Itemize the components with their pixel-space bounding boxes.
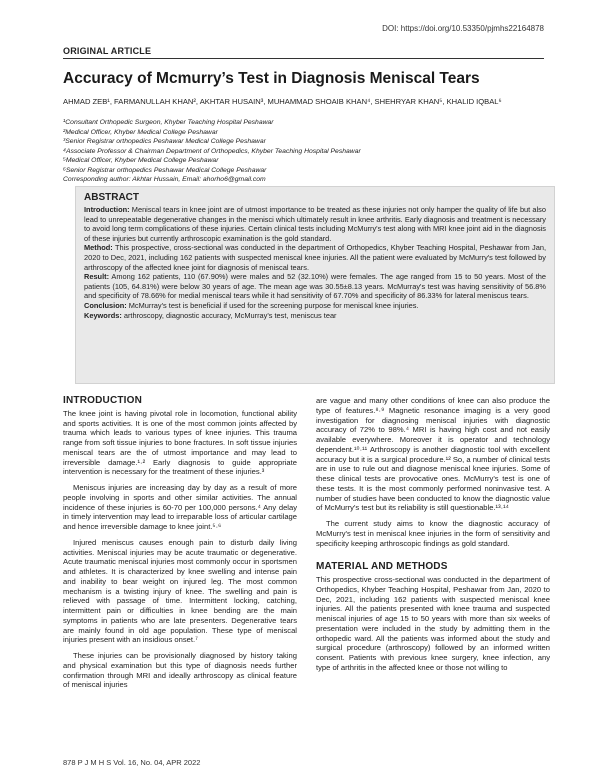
methods-paragraph-1: This prospective cross-sectional was conducted in the department of Orthopedics, Khyber Teaching Hospital, Peshawar from Jan, 2020 to Dec, 2021, including 162 patients with suspected meniscal knee injuries. All the patients presented with knee trauma and suspected meniscal injuries of age 15 to 50 years with more than six weeks of presentation were included in the study by admitting them in the orthopedic ward. All the patients was informed about the study and surgical procedure (arthroscopy) followed by an informed written consent. Patients with previous knee surgery, knee infection, any type of arthritis in the affected knee or those not willing to <box>316 575 550 672</box>
abstract-method-text: This prospective, cross-sectional was conducted in the department of Orthopedics, Khyber Teaching Hospital, Peshawar from Jan, 2020 to Dec, 2021, including 162 patients with suspected meniscal knee injuries. All the patient were evaluated by McMurry's test followed by arthroscopy of the affected knee joint for diagnosis of meniscal tears. <box>84 243 546 272</box>
page-footer: 878 P J M H S Vol. 16, No. 04, APR 2022 <box>63 758 201 767</box>
affiliation-1: ¹Consultant Orthopedic Surgeon, Khyber Teaching Hospital Peshawar <box>63 119 274 126</box>
abstract-result <box>84 272 546 301</box>
intro-paragraph-6: The current study aims to know the diagnostic accuracy of McMurry's test in meniscal knee injuries in the form of sensitivity and specificity keeping arthroscopic findings as gold standard. <box>316 519 550 548</box>
left-column <box>63 396 297 696</box>
affiliation-4: ⁴Associate Professor & Chairman Department of Orthopedics, Khyber Teaching Hospital Peshawar <box>63 147 361 155</box>
methods-heading: MATERIAL AND METHODS <box>316 561 448 573</box>
intro-paragraph-3: Injured meniscus causes enough pain to disturb daily living activities. Meniscal injuries may be acute traumatic or degenerative. Acute traumatic meniscal injuries most commonly occur in sportsmen and athletes. It is characterized by knee swelling and intense pain and inability to bear weight on injured leg. The most common mechanism is a twisting injury of knee. The swelling and pain is relieved with passage of time. Intermittent locking, catching, intermittent pain or difficulties in knee bending are the main symptoms in patients who are late presenters. Degenerative tears are mainly found in old age population. These type of meniscal injuries present with an insidious onset.⁷ <box>63 537 297 645</box>
corresponding-author: Corresponding author: Akhtar Hussain, Email: ahorho6@gmail.com <box>63 176 266 183</box>
abstract-keywords-text: arthroscopy, diagnostic accuracy, McMurray's test, meniscus tear <box>121 310 337 320</box>
abstract-method <box>84 243 546 272</box>
abstract-keywords <box>84 311 546 321</box>
affiliation-list <box>63 118 553 185</box>
intro-paragraph-5: are vague and many other conditions of knee can also produce the type of features.⁸·⁹ Magnetic resonance imaging is a very good investigation for diagnosing meniscal injuries with diagnostic accuracy of 72% to 98%.⁴ MRI is having high cost and not easily available everywhere. Moreover it is operator and technology dependent.¹⁰·¹¹ Arthroscopy is another diagnostic tool with excellent accuracy but it is a surgical procedure.¹² So, a number of clinical tests are in use to rule out and diagnose meniscal knee injuries. Some of these clinical tests are provocative ones. McMurry's test is one of these tests. It is the most commonly performed noninvasive test. A number of studies have been conducted to know the diagnostic value of McMurry's test but its reliability is still questionable.¹³·¹⁴ <box>316 396 550 513</box>
abstract-result-label: Result: <box>84 272 110 282</box>
intro-paragraph-1: The knee joint is having pivotal role in locomotion, functional ability and sports activities. It is one of the most common joints affected by trauma which leads to various types of knee injuries. This trauma range from soft tissue injuries to bone fractures. In soft tissue injuries meniscal tears are the of utmost importance and may lead to irreversible damage.¹·² Early diagnosis to guide appropriate intervention is necessary for the treatment of these injuries.³ <box>63 408 297 477</box>
abstract-conclusion <box>84 301 546 311</box>
affiliation-6: ⁶Senior Registrar orthopedics Peshawar Medical College Peshawar <box>63 166 267 174</box>
abstract-introduction-label: Introduction: <box>84 205 130 214</box>
right-column <box>316 396 550 679</box>
article-type: ORIGINAL ARTICLE <box>63 46 152 56</box>
paper-title: Accuracy of Mcmurry’s Test in Diagnosis Meniscal Tears <box>63 70 480 87</box>
abstract-keywords-label: Keywords: <box>84 310 122 320</box>
abstract-method-label: Method: <box>84 243 113 253</box>
abstract-conclusion-text: McMurray's test is beneficial if used for the screening purpose for meniscal knee injuries. <box>126 300 419 310</box>
affiliation-2: ²Medical Officer, Khyber Medical College Peshawar <box>63 128 218 136</box>
abstract-introduction-text: Meniscal tears in knee joint are of utmost importance to be treated as these injuries not only hamper the quality of life but also lead to unrepeatable degenerative changes in the menisci which ultimately result in knee arthritis. Early diagnosis and treatment is necessary to avoid long term complications of these injuries. Certain clinical tests including McMurry's test along with MRI knee joint aid in the diagnosis of these injuries but currently arthroscopic examination is the gold standard. <box>84 205 546 243</box>
abstract-result-text: Among 162 patients, 110 (67.90%) were males and 52 (32.10%) were females. The age ranged from 15 to 50 years. Most of the patients (105, 64.81%) were below 30 years of age. The mean age was 30.55±8.13 years. McMurray's test was having sensitivity of 56.8% and specificity of 78.66% for medial meniscal tears while it had sensitivity of 67.70% and specificity of 86.33% for lateral meniscus tears. <box>84 272 546 301</box>
author-list: AHMAD ZEB¹, FARMANULLAH KHAN², AKHTAR HUSAIN³, MUHAMMAD SHOAIB KHAN⁴, SHEHRYAR KHAN⁵, KHALID IQBAL⁶ <box>63 97 502 106</box>
affiliation-5: ⁵Medical Officer, Khyber Medical College Peshawar <box>63 157 219 164</box>
abstract-introduction <box>84 205 546 243</box>
intro-paragraph-2: Meniscus injuries are increasing day by day as a result of more people involving in sports and other similar activities. The annual incidence of these injuries is 60-70 per 100,000 persons.⁴ Any delay in timely intervention may lead to irreparable loss of articular cartilage and hence irreversible damage to knee joint.⁵·⁶ <box>63 483 297 531</box>
abstract-heading: ABSTRACT <box>84 192 139 203</box>
doi-text[interactable]: DOI: https://doi.org/10.53350/pjmhs22164878 <box>382 24 544 33</box>
header-rule <box>63 58 544 59</box>
introduction-heading: INTRODUCTION <box>63 395 143 406</box>
affiliation-3: ³Senior Registrar orthopedics Peshawar Medical College Peshawar <box>63 138 266 145</box>
abstract-box <box>75 186 555 384</box>
abstract-conclusion-label: Conclusion: <box>84 300 127 310</box>
intro-paragraph-4: These injuries can be provisionally diagnosed by history taking and physical examination but this type of diagnosis needs further confirmation through MRI and ideally arthroscopy as clinical feature of meniscal injuries <box>63 651 297 690</box>
